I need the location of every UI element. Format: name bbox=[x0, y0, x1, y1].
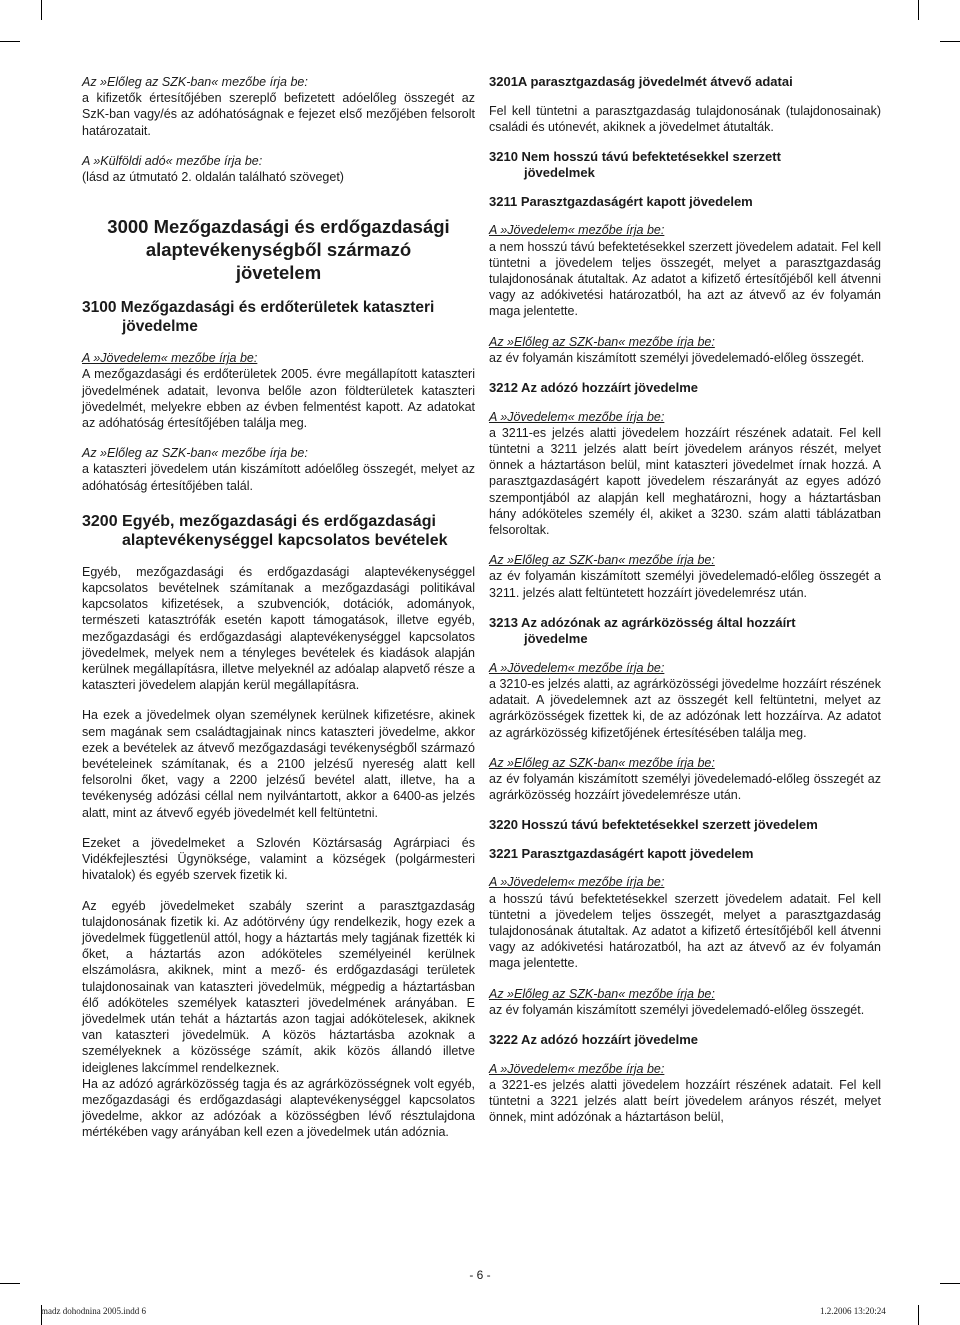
heading-3000: 3000 Mezőgazdasági és erdőgazdasági alaptevékenységből származó jövetelem bbox=[107, 216, 450, 284]
heading-3211: 3211 Parasztgazdaságért kapott jövedelem bbox=[489, 193, 753, 209]
section-cadastral-advance bbox=[82, 445, 475, 494]
section-text: a kataszteri jövedelem után kiszámított adóelőleg összegét, melyet az adóhatóság értesítőjében talál. bbox=[82, 462, 475, 493]
field-label: Az »Előleg az SZK-ban« mezőbe írja be: bbox=[82, 446, 308, 461]
crop-mark bbox=[918, 0, 919, 20]
section-3211-advance bbox=[489, 334, 881, 366]
paragraph: Fel kell tüntetni a parasztgazdaság tulajdonosának (tulajdonosainak) családi és utónevét, akiknek a jövedelmet átutalták. bbox=[489, 103, 881, 134]
section-3212-income bbox=[489, 409, 881, 539]
section-cadastral-income bbox=[82, 350, 475, 431]
section-text: a kifizetők értesítőjében szereplő befizetett adóelőleg összegét az SzK-ban vagy/és az adóhatóságnak e fejezet első mezőjében felsorolt határozatait. bbox=[82, 91, 475, 138]
field-label: A »Jövedelem« mezőbe írja be: bbox=[489, 409, 665, 424]
section-text: a 3210-es jelzés alatti, az agrárközösségi jövedelme hozzáírt részének adatait. A jövedelemnek azt az összegét kell feltüntetni, melyet az agrárközösségek fizettek ki, de az adózónak lett hozzáírva. Az adatot az agrárközösség kifizetőjének értesítésében találja meg. bbox=[489, 676, 881, 740]
section-3212-advance bbox=[489, 552, 881, 601]
section-text: a hosszú távú befektetésekkel szerzett jövedelem adatait. Fel kell tüntetni a jövedelem teljes összegét, melyet a parasztgazdaság tulajdonosának átutaltak. Az adatot a kifizető értesítőjéből kell átvenni vagy az adókivetési határozatból, ha azt az átvevő az év folyamán maga jelentette. bbox=[489, 891, 881, 971]
field-label: Az »Előleg az SZK-ban« mezőbe írja be: bbox=[489, 986, 715, 1001]
section-3211-income bbox=[489, 222, 881, 319]
left-column bbox=[82, 74, 475, 1155]
section-3221-income bbox=[489, 874, 881, 971]
field-label: Az »Előleg az SZK-ban« mezőbe írja be: bbox=[489, 755, 715, 770]
section-3213-income bbox=[489, 660, 881, 741]
heading-3213: 3213 Az adózónak az agrárközösség által hozzáírt jövedelme bbox=[489, 614, 796, 647]
section-text: az év folyamán kiszámított személyi jövedelemadó-előleg összegét. bbox=[489, 350, 865, 365]
crop-mark bbox=[0, 1283, 20, 1284]
section-3222-income bbox=[489, 1061, 881, 1126]
section-3221-advance bbox=[489, 986, 881, 1018]
field-label: A »Jövedelem« mezőbe írja be: bbox=[489, 223, 665, 238]
heading-3100: 3100 Mezőgazdasági és erdőterületek kataszteri jövedelme bbox=[82, 299, 435, 336]
right-column bbox=[489, 74, 881, 1139]
field-label: A »Jövedelem« mezőbe írja be: bbox=[489, 1061, 665, 1076]
heading-3221: 3221 Parasztgazdaságért kapott jövedelem bbox=[489, 845, 754, 861]
footer-timestamp: 1.2.2006 13:20:24 bbox=[820, 1306, 886, 1316]
section-text: az év folyamán kiszámított személyi jövedelemadó-előleg összegét. bbox=[489, 1002, 865, 1017]
page-number: - 6 - bbox=[469, 1268, 491, 1282]
crop-mark bbox=[0, 41, 20, 42]
heading-3201: 3201A parasztgazdaság jövedelmét átvevő adatai bbox=[489, 74, 793, 89]
field-label: Az »Előleg az SZK-ban« mezőbe írja be: bbox=[489, 334, 715, 349]
heading-3222: 3222 Az adózó hozzáírt jövedelme bbox=[489, 1032, 699, 1048]
section-text: a 3211-es jelzés alatti jövedelem hozzáírt részének adatait. Fel kell tüntetni a 3211 jelzés alatt beírt jövedelem arányos részét, melyet önnek a háztartáson belül, mint kataszteri jövedelmet írnak hozzá. A parasztgazdaságért kapott jövedelem részarányát az egyes adózó szempontjából az alapján kell meghatározni, hogy a háztartásban hány adóköteles személy él, akiket a 3230. szám alatti táblázatban felsoroltak. bbox=[489, 425, 881, 537]
section-text: a 3221-es jelzés alatti jövedelem hozzáírt részének adatait. Fel kell tüntetni a 3221 jelzés alatt beírt jövedelem arányos részét, melyet önnek, mint adózónak a háztartáson belül, bbox=[489, 1077, 881, 1125]
section-text: az év folyamán kiszámított személyi jövedelemadó-előleg összegét a 3211. jelzés alatt feltüntetett hozzáírt jövedelemrész után. bbox=[489, 569, 881, 600]
heading-3212: 3212 Az adózó hozzáírt jövedelme bbox=[489, 380, 699, 396]
section-text: A mezőgazdasági és erdőterületek 2005. évre megállapított kataszteri jövedelmének adatait, levonva belőle azon földterületek kataszteri jövedelmét, melyekre ebben az évben felmentést kapott. Az adatokat az adóhatóság értesítőjében találja meg. bbox=[82, 367, 475, 431]
paragraph: Ha ezek a jövedelmek olyan személynek kerülnek kifizetésre, akinek sem magának sem családtagjainak nincs kataszteri jövedelme, akkor ezek a bevételek az átvevő mezőgazdasági tevékenységből származó bevételeinek számítanak, és a 2100 jelzésű nyereség alatt kell felsorolni őket, vagy a 2200 jelzésű bevétel alatt, illetve, ha a tevékenység adózási céllal nem nyilvántartott, akkor a 6400-as jelzés alatt, mint az átvevő egyéb jövedelmét kell feltüntetni. bbox=[82, 708, 475, 820]
paragraph: Ha az adózó agrárközösség tagja és az agrárközösségnek volt egyéb, mezőgazdasági és erdőgazdasági alaptevékenységgel kapcsolatos jövedelme, akkor az adózóak a közösségben lévő résztulajdona mértékében vagy arányában kell ezen a jövedelmek után adóznia. bbox=[82, 1076, 475, 1140]
heading-3220: 3220 Hosszú távú befektetésekkel szerzett jövedelem bbox=[489, 817, 818, 833]
crop-mark bbox=[41, 0, 42, 20]
section-foreign-tax bbox=[82, 153, 475, 185]
crop-mark bbox=[940, 41, 960, 42]
field-label: A »Külföldi adó« mezőbe írja be: bbox=[82, 153, 263, 168]
crop-mark bbox=[940, 1283, 960, 1284]
heading-3210: 3210 Nem hosszú távú befektetésekkel szerzett jövedelmek bbox=[489, 148, 781, 181]
footer-file-name: madz dohodnina 2005.indd 6 bbox=[41, 1306, 146, 1316]
crop-mark bbox=[918, 1305, 919, 1325]
section-advance-payment bbox=[82, 74, 475, 139]
field-label: A »Jövedelem« mezőbe írja be: bbox=[82, 351, 258, 366]
paragraph: Ezeket a jövedelmeket a Szlovén Köztársaság Agrárpiaci és Vidékfejlesztési Ügynöksége, valamint a községek (polgármesteri hivatalok) és egyéb szervek fizetik ki. bbox=[82, 835, 475, 883]
paragraph: Egyéb, mezőgazdasági és erdőgazdasági alaptevékenységgel kapcsolatos bevételnek számítanak a mezőgazdasági politikával kapcsolatos kifizetések, a szubvenciók, dotációk, adományok, természeti katasztrófák esetén kapott támogatások, illetve egyéb, mezőgazdasági és erdőgazdasági alaptevékenységgel kapcsolatos jövedelmek, melyek nem a tényleges bevételek és kiadások alapján kerülnek megállapításra, illetve melyeknél az adóalap alapvető része a kataszteri jövedelem alapján kerül megállapításra. bbox=[82, 564, 475, 693]
section-text: (lásd az útmutató 2. oldalán található szöveget) bbox=[82, 170, 344, 185]
field-label: Az »Előleg az SZK-ban« mezőbe írja be: bbox=[82, 75, 308, 89]
paragraph: Az egyéb jövedelmeket szabály szerint a parasztgazdaság tulajdonosának fizetik ki. Az adótörvény úgy rendelkezik, hogy ezek a jövedelmek függetlenül attól, hogy a háztartás mely tagjának fizették ki őket, a háztartás azon adóköteles személyeinél kerülnek elszámolásra, akiknek, mint a mező- és erdőgazdasági területek tulajdonosainak van kataszteri jövedelmük, mégpedig a háztartásban élő adóköteles személyek kataszteri jövedelmének arányában. E jövedelmek után tehát a háztartás azon tagjai adókötelesek, akiknek van kataszteri jövedelmük. A közös háztartásba azoknak a személyeknek a közössége számít, akik közös állandó illetve ideiglenes lakcímmel rendelkeznek. bbox=[82, 898, 475, 1075]
section-text: a nem hosszú távú befektetésekkel szerzett jövedelem adatait. Fel kell tüntetni a jövedelem teljes összegét, melyet a parasztgazdaság tulajdonosának átutaltak. Az adatot a kifizető értesítőjéből kell átvenni vagy az adókivetési határozatból, ha azt az átvevő az év folyamán maga jelentette. bbox=[489, 239, 881, 319]
field-label: Az »Előleg az SZK-ban« mezőbe írja be: bbox=[489, 553, 715, 568]
section-3213-advance bbox=[489, 755, 881, 804]
heading-3200: 3200 Egyéb, mezőgazdasági és erdőgazdasági alaptevékenységgel kapcsolatos bevételek bbox=[82, 512, 448, 549]
field-label: A »Jövedelem« mezőbe írja be: bbox=[489, 660, 665, 675]
section-text: az év folyamán kiszámított személyi jövedelemadó-előleg összegét az agrárközösség hozzáírt jövedelemrésze után. bbox=[489, 771, 881, 803]
field-label: A »Jövedelem« mezőbe írja be: bbox=[489, 875, 665, 890]
